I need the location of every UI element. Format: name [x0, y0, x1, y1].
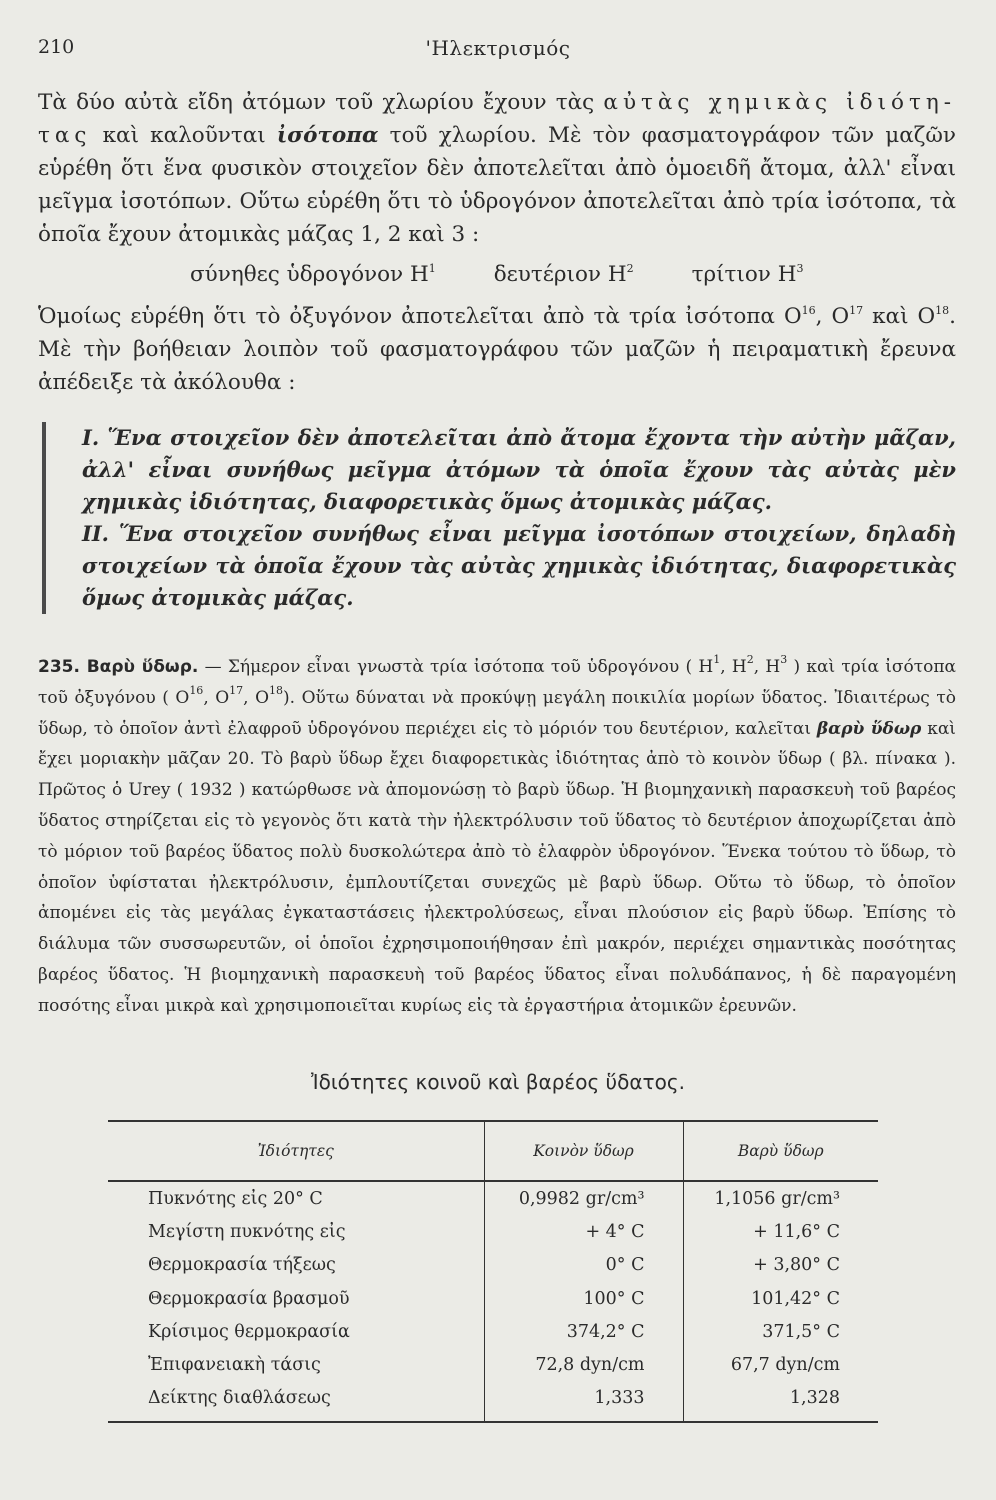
term-isotopa: ἰσότοπα — [276, 123, 379, 148]
table-row: Μεγίστη πυκνότης εἰς + 4° C + 11,6° C — [108, 1215, 878, 1248]
header-property: Ἰδιότητες — [108, 1121, 484, 1181]
intro-text-2: καὶ καλοῦνται — [91, 123, 277, 148]
table-row: Κρίσιμος θερμοκρασία 374,2° C 371,5° C — [108, 1315, 878, 1348]
isotope-protium: σύνηθες ὑδρογόνον $H^1$ — [190, 262, 436, 287]
intro-text-3: τοῦ χλωρίου. Μὲ τὸν φασματογράφον τῶν μαζῶν εὑρέθη ὅτι ἕνα φυσικὸν στοιχεῖον δὲν ἀποτελεῖται ἀπὸ ὁμοειδῆ ἄτομα, ἀλλ' εἶναι μεῖγμα ἰσοτόπων. Οὕτω εὑρέθη ὅτι τὸ ὑδρογόνον ἀποτελεῖται ἀπὸ τρία ἰσότοπα, τὰ ὁποῖα ἔχουν ἀτομικὰς μάζας 1, 2 καὶ 3 : — [38, 123, 956, 247]
table-row: Ἐπιφανειακὴ τάσις 72,8 dyn/cm 67,7 dyn/cm — [108, 1348, 878, 1381]
term-heavy-water: βαρὺ ὕδωρ — [816, 718, 922, 739]
table-row: Πυκνότης εἰς 20° C 0,9982 gr/cm³ 1,1056 gr/cm³ — [108, 1181, 878, 1215]
header-ordinary-water: Κοινὸν ὕδωρ — [484, 1121, 683, 1181]
intro-text-1: Τὰ δύο αὐτὰ εἴδη ἀτόμων τοῦ χλωρίου ἔχουν τὰς — [38, 90, 604, 115]
table-row: Θερμοκρασία βρασμοῦ 100° C 101,42° C — [108, 1282, 878, 1315]
running-title: 'Ηλεκτρισμός — [425, 36, 571, 60]
intro-spaced-2: τας — [38, 123, 92, 148]
header-heavy-water: Βαρὺ ὕδωρ — [683, 1121, 878, 1181]
table-row: Δείκτης διαθλάσεως 1,333 1,328 — [108, 1382, 878, 1422]
hydrogen-isotopes-line — [190, 262, 910, 287]
section-heavy-water: 235. Βαρὺ ὕδωρ. — Σήμερον εἶναι γνωστὰ τρία ἰσότοπα τοῦ ὑδρογόνου ( $H^1$, $H^2$, $H^3$ ) καὶ τρία ἰσότοπα τοῦ ὀξυγόνου ( $O^{16}$, $O^{17}$, $O^{18}$). Οὕτω δύναται νὰ προκύψῃ μεγάλη ποικιλία μορίων ὕδατος. Ἰδιαιτέρως τὸ ὕδωρ, τὸ ὁποῖον ἀντὶ ἐλαφροῦ ὑδρογόνου περιέχει εἰς τὸ μόριόν του δευτέριον, καλεῖται βαρὺ ὕδωρ καὶ ἔχει μοριακὴν μᾶζαν 20. Τὸ βαρὺ ὕδωρ ἔχει διαφορετικὰς ἰδιότητας ἀπὸ τὸ κοινὸν ὕδωρ ( βλ. πίνακα ). Πρῶτος ὁ Urey ( 1932 ) κατώρθωσε νὰ ἀπομονώσῃ τὸ βαρὺ ὕδωρ. Ἡ βιομηχανικὴ παρασκευὴ τοῦ βαρέος ὕδατος στηρίζεται εἰς τὸ γεγονὸς ὅτι κατὰ τὴν ἠλεκτρόλυσιν τοῦ ὕδατος τὸ δευτέριον ἀποχωρίζεται ἀπὸ τὸ μόριον τοῦ βαρέος ὕδατος πολὺ δυσκολώτερα ἀπὸ τὸ ἐλαφρὸν ὑδρογόνον. Ἕνεκα τούτου τὸ ὕδωρ, τὸ ὁποῖον ὑφίσταται ἠλεκτρόλυσιν, ἐμπλουτίζεται συνεχῶς μὲ βαρὺ ὕδωρ. Οὕτω τὸ ὕδωρ, τὸ ὁποῖον ἀπομένει εἰς τὰς μεγάλας ἐγκαταστάσεις ἠλεκτρολύσεως, εἶναι πλούσιον εἰς βαρὺ ὕδωρ. Ἐπίσης τὸ διάλυμα τῶν συσσωρευτῶν, οἱ ὁποῖοι ἐχρησιμοποιήθησαν ἐπὶ μακρόν, περιέχει σημαντικὰς ποσότητας βαρέος ὕδατος. Ἡ βιομηχανικὴ παρασκευὴ τοῦ βαρέος ὕδατος εἶναι πολυδάπανος, ἡ δὲ παραγομένη ποσότης εἶναι μικρὰ καὶ χρησιμοποιεῖται κυρίως εἰς τὰ ἐργαστήρια ἀτομικῶν ἐρευνῶν. — [38, 653, 956, 1016]
properties-table — [108, 1120, 878, 1423]
intro-spaced-1: αὐτὰς χημικὰς ἰδιότη- — [603, 90, 957, 115]
conclusion-2: II. Ἕνα στοιχεῖον συνήθως εἶναι μεῖγμα ἰσοτόπων στοιχείων, δηλαδὴ στοιχείων τὰ ὁποῖα ἔχουν τὰς αὐτὰς χημικὰς ἰδιότητας, διαφορετικὰς ὅμως ἀτομικὰς μάζας. — [82, 521, 956, 610]
table-title: Ἰδιότητες κοινοῦ καὶ βαρέος ὕδατος. — [311, 1070, 685, 1094]
isotope-tritium: τρίτιον $H^3$ — [691, 262, 804, 287]
oxygen-paragraph: Ὁμοίως εὑρέθη ὅτι τὸ ὀξυγόνον ἀποτελεῖται ἀπὸ τὰ τρία ἰσότοπα $O^{16}$, $O^{17}$ καὶ $O^{18}$. Μὲ τὴν βοήθειαν λοιπὸν τοῦ φασματογράφου τῶν μαζῶν ἡ πειραματικὴ ἔρευνα ἀπέδειξε τὰ ἀκόλουθα : — [38, 304, 956, 395]
conclusion-1: I. Ἕνα στοιχεῖον δὲν ἀποτελεῖται ἀπὸ ἄτομα ἔχοντα τὴν αὐτὴν μᾶζαν, ἀλλ' εἶναι συνήθως μεῖγμα ἀτόμων τὰ ὁποῖα ἔχουν τὰς αὐτὰς μὲν χημικὰς ἰδιότητας, διαφορετικὰς ὅμως ἀτομικὰς μάζας. — [82, 425, 956, 514]
table-header-row — [108, 1121, 878, 1181]
intro-paragraph — [38, 86, 956, 251]
conclusions-block — [42, 422, 956, 614]
section-heading: 235. Βαρὺ ὕδωρ. — [38, 657, 199, 677]
isotope-deuterium: δευτέριον $H^2$ — [493, 262, 634, 287]
table-row: Θερμοκρασία τήξεως 0° C + 3,80° C — [108, 1249, 878, 1282]
page-header — [38, 36, 958, 66]
page-number: 210 — [38, 36, 75, 58]
